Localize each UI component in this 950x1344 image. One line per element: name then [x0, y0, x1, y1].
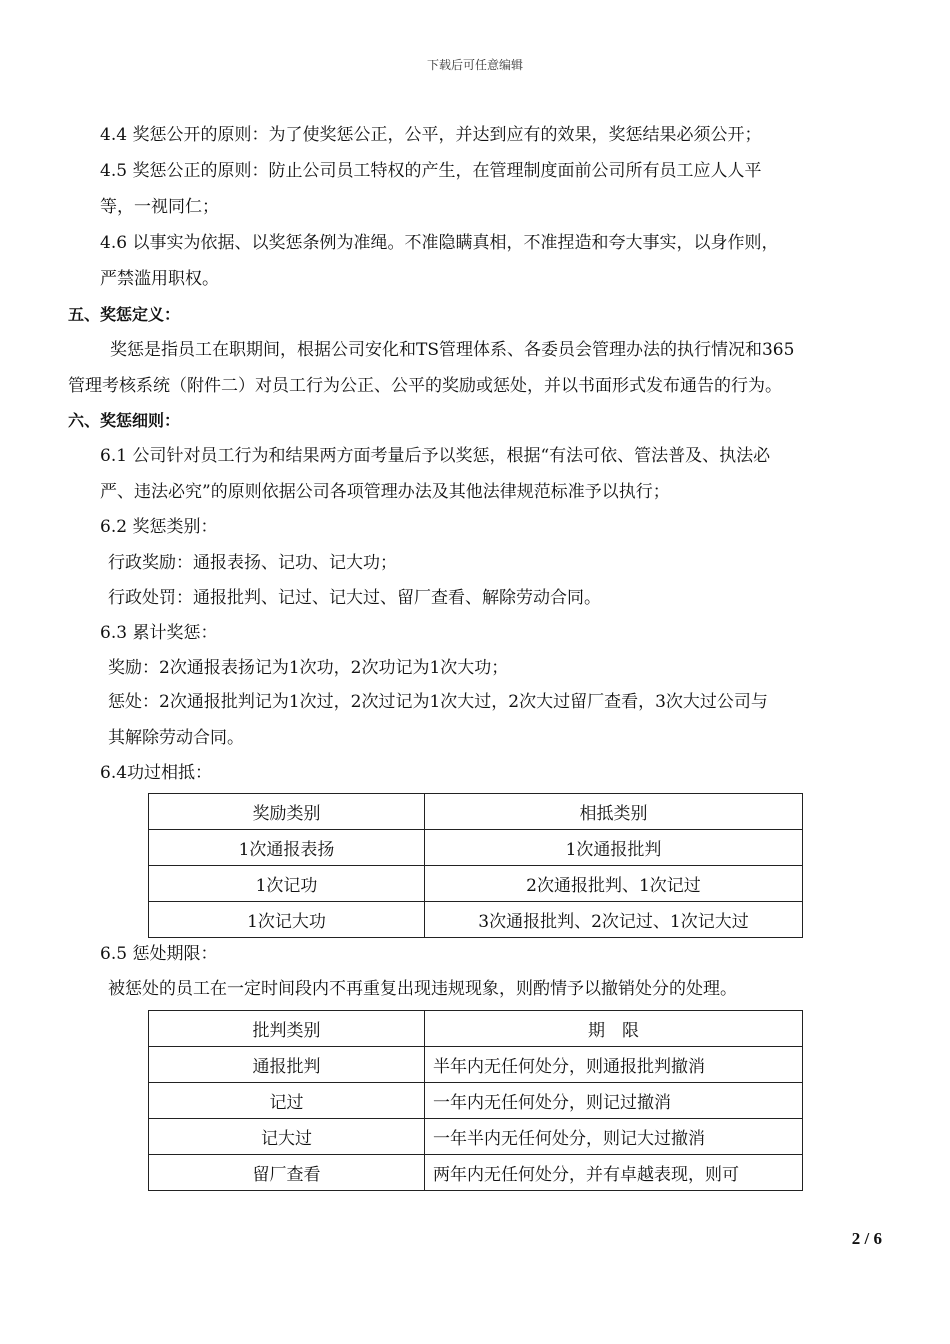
cumulative-punish-line1: 惩处：2次通报批判记为1次过，2次过记为1次大过，2次大过留厂查看，3次大过公司与	[108, 692, 768, 712]
table-cell: 2次通报批判、1次记过	[425, 866, 803, 902]
definition-line2: 管理考核系统（附件二）对员工行为公正、公平的奖励或惩处，并以书面形式发布通告的行为。	[68, 376, 782, 396]
para-4-6-line2: 严禁滥用职权。	[100, 269, 219, 289]
offset-table	[148, 793, 803, 938]
table-cell: 1次通报批判	[425, 830, 803, 866]
table-cell: 1次通报表扬	[149, 830, 425, 866]
table-row	[149, 1083, 803, 1119]
table-row	[149, 1047, 803, 1083]
table-row	[149, 830, 803, 866]
table-row	[149, 1155, 803, 1191]
table-cell: 一年内无任何处分，则记过撤消	[425, 1083, 803, 1119]
cumulative-reward: 奖励：2次通报表扬记为1次功，2次功记为1次大功；	[108, 658, 509, 678]
table-cell: 半年内无任何处分，则通报批判撤消	[425, 1047, 803, 1083]
table-cell: 记过	[149, 1083, 425, 1119]
para-6-5-text: 被惩处的员工在一定时间段内不再重复出现违规现象，则酌情予以撤销处分的处理。	[108, 979, 737, 999]
para-6-5: 6.5 惩处期限：	[100, 944, 218, 964]
table-header-row	[149, 794, 803, 830]
para-6-2: 6.2 奖惩类别：	[100, 517, 218, 537]
table-header-cell: 期 限	[425, 1011, 803, 1047]
reward-types: 行政奖励：通报表扬、记功、记大功；	[108, 553, 397, 573]
table-header-cell: 批判类别	[149, 1011, 425, 1047]
table-cell: 一年半内无任何处分，则记大过撤消	[425, 1119, 803, 1155]
para-6-3: 6.3 累计奖惩：	[100, 623, 218, 643]
punishment-types: 行政处罚：通报批判、记过、记大过、留厂查看、解除劳动合同。	[108, 588, 601, 608]
para-4-6-line1: 4.6 以事实为依据、以奖惩条例为准绳。不准隐瞒真相，不准捏造和夸大事实，以身作则，	[100, 233, 779, 253]
table-header-cell: 相抵类别	[425, 794, 803, 830]
table-row	[149, 866, 803, 902]
table-cell: 通报批判	[149, 1047, 425, 1083]
cumulative-punish-line2: 其解除劳动合同。	[108, 728, 244, 748]
page-header: 下载后可任意编辑	[426, 58, 523, 72]
table-cell: 记大过	[149, 1119, 425, 1155]
para-4-5-line2: 等，一视同仁；	[100, 197, 219, 217]
table-cell: 1次记大功	[149, 902, 425, 938]
para-4-5-line1: 4.5 奖惩公正的原则：防止公司员工特权的产生，在管理制度面前公司所有员工应人人平	[100, 161, 762, 181]
table-row	[149, 1119, 803, 1155]
period-table	[148, 1010, 803, 1191]
table-header-row	[149, 1011, 803, 1047]
table-cell: 1次记功	[149, 866, 425, 902]
section-6-title: 六、奖惩细则：	[68, 411, 181, 430]
table-header-cell: 奖励类别	[149, 794, 425, 830]
para-6-1-line1: 6.1 公司针对员工行为和结果两方面考量后予以奖惩，根据“有法可依、管法普及、执法必	[100, 446, 771, 466]
page-number: 2 / 6	[851, 1229, 882, 1248]
section-5-title: 五、奖惩定义：	[68, 305, 181, 324]
para-6-1-line2: 严、违法必究”的原则依据公司各项管理办法及其他法律规范标准予以执行；	[100, 482, 670, 502]
table-cell: 两年内无任何处分，并有卓越表现，则可	[425, 1155, 803, 1191]
table-cell: 3次通报批判、2次记过、1次记大过	[425, 902, 803, 938]
para-4-4: 4.4 奖惩公开的原则：为了使奖惩公正，公平，并达到应有的效果，奖惩结果必须公开；	[100, 125, 762, 145]
table-row	[149, 902, 803, 938]
definition-line1: 奖惩是指员工在职期间，根据公司安化和TS管理体系、各委员会管理办法的执行情况和365	[110, 340, 795, 360]
para-6-4: 6.4功过相抵：	[100, 763, 213, 783]
table-cell: 留厂查看	[149, 1155, 425, 1191]
